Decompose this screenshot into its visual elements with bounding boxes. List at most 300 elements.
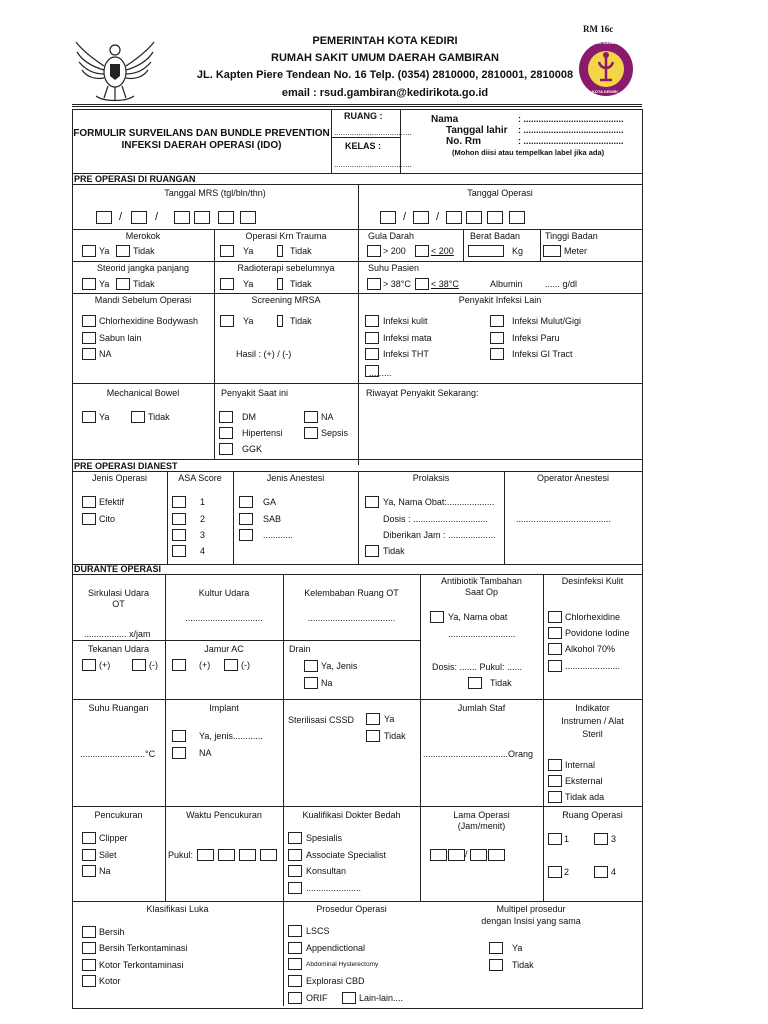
lama-label-1: Lama Operasi — [453, 810, 510, 820]
merokok-label: Merokok — [125, 231, 161, 241]
mrs-year-box-4[interactable] — [240, 211, 256, 224]
date-slash: / — [119, 211, 123, 223]
rule — [540, 229, 541, 261]
mrs-month-box[interactable] — [131, 211, 147, 224]
header-rule-2 — [72, 106, 642, 107]
merokok-tidak-checkbox[interactable] — [116, 245, 130, 257]
ruang-label: RUANG : — [344, 111, 383, 121]
clipper-checkbox[interactable] — [82, 832, 96, 844]
jamur-minus-checkbox[interactable] — [224, 659, 238, 671]
header-line3: JL. Kapten Piere Tendean No. 16 Telp. (0354) 2810000, 2810001, 2810008 — [196, 69, 574, 81]
unit-label: Kg — [512, 246, 524, 256]
pukul-box-3[interactable] — [239, 849, 256, 861]
infeksi-gi-checkbox[interactable] — [490, 348, 504, 360]
albumin-value[interactable]: ...... g/dl — [545, 279, 578, 289]
ruang-3-checkbox[interactable] — [594, 833, 608, 845]
kotor-terkontaminasi-checkbox[interactable] — [82, 959, 96, 971]
pukul-box-4[interactable] — [260, 849, 277, 861]
rule — [72, 806, 642, 807]
option-label: Sepsis — [321, 428, 349, 438]
mandi-na-checkbox[interactable] — [82, 348, 96, 360]
mechanical-ya-checkbox[interactable] — [82, 411, 96, 423]
date-slash: / — [465, 849, 468, 859]
option-label: Tidak — [290, 246, 312, 256]
op-day-box[interactable] — [380, 211, 396, 224]
option-label: NA — [199, 748, 212, 758]
mandi-label: Mandi Sebelum Operasi — [94, 295, 192, 305]
prolaksis-label: Prolaksis — [412, 473, 450, 483]
pukul-box-1[interactable] — [197, 849, 214, 861]
form-title-1: FORMULIR SURVEILANS DAN BUNDLE PREVENTION — [73, 128, 330, 139]
option-label: ...................... — [306, 883, 362, 893]
option-label: ............ — [263, 530, 294, 540]
nama-label: Nama — [431, 114, 459, 125]
kotor-checkbox[interactable] — [82, 975, 96, 987]
rule — [72, 574, 642, 575]
infeksi-mata-checkbox[interactable] — [365, 332, 379, 344]
option-label: Tidak — [133, 279, 155, 289]
tgl-lahir-label: Tanggal lahir — [446, 125, 508, 136]
internal-checkbox[interactable] — [548, 759, 562, 771]
ga-checkbox[interactable] — [239, 496, 253, 508]
kelas-value[interactable]: ................................... — [334, 160, 412, 169]
option-label: Tidak — [383, 546, 405, 556]
rule — [72, 293, 642, 294]
ruang-1-checkbox[interactable] — [548, 833, 562, 845]
cito-checkbox[interactable] — [82, 513, 96, 525]
sepsis-checkbox[interactable] — [304, 427, 318, 439]
infeksi-mulut-checkbox[interactable] — [490, 315, 504, 327]
asa-4-checkbox[interactable] — [172, 545, 186, 557]
option-label: 3 — [611, 834, 617, 844]
sterilisasi-tidak-checkbox[interactable] — [366, 730, 380, 742]
tidak-ada-checkbox[interactable] — [548, 791, 562, 803]
no-rm-label: No. Rm — [446, 136, 481, 147]
kelas-label: KELAS : — [345, 141, 381, 151]
ruang-2-checkbox[interactable] — [548, 866, 562, 878]
ruang-4-checkbox[interactable] — [594, 866, 608, 878]
option-label: Ya, Nama Obat:................... — [383, 497, 495, 507]
rm-code: RM 16c — [583, 24, 614, 34]
suhu-gt38-checkbox[interactable] — [367, 278, 381, 290]
mrs-year-box-2[interactable] — [194, 211, 210, 224]
sabun-lain-checkbox[interactable] — [82, 332, 96, 344]
anestesi-lain-checkbox[interactable] — [239, 529, 253, 541]
ruang-value[interactable]: ................................... — [334, 128, 412, 137]
prolaksis-ya-checkbox[interactable] — [365, 496, 379, 508]
infeksi-paru-checkbox[interactable] — [490, 332, 504, 344]
sirkulasi-field[interactable]: ................. x/jam — [84, 629, 151, 639]
penyakit-na-checkbox[interactable] — [304, 411, 318, 423]
option-label: < 200 — [431, 246, 454, 256]
option-label: Ya — [99, 246, 110, 256]
rule — [72, 229, 642, 230]
section-durante: DURANTE OPERASI — [74, 564, 162, 574]
option-label: Kotor Terkontaminasi — [99, 960, 184, 970]
option-label: Ya — [512, 943, 523, 953]
nama-value[interactable]: : ........................................ — [518, 114, 624, 124]
lain-lain-checkbox[interactable] — [342, 992, 356, 1004]
antibiotik-label-2: Saat Op — [464, 587, 499, 597]
dosis-field[interactable]: Dosis : .............................. — [383, 514, 489, 524]
kelembaban-label: Kelembaban Ruang OT — [304, 588, 399, 598]
implant-na-checkbox[interactable] — [172, 747, 186, 759]
op-year-box-4[interactable] — [509, 211, 525, 224]
implant-ya-checkbox[interactable] — [172, 730, 186, 742]
option-label: > 200 — [383, 246, 406, 256]
sirkulasi-ot-label: OT — [112, 599, 125, 609]
tekanan-plus-checkbox[interactable] — [82, 659, 96, 671]
chlorhexidine-checkbox[interactable] — [548, 611, 562, 623]
option-label: > 38°C — [383, 279, 411, 289]
option-label: Tidak — [490, 678, 512, 688]
op-month-box[interactable] — [413, 211, 429, 224]
merokok-ya-checkbox[interactable] — [82, 245, 96, 257]
option-label: ORIF — [306, 993, 328, 1003]
option-label: (+) — [99, 660, 111, 670]
option-label: Abdominal Hysterectomy — [306, 961, 379, 968]
tinggi-badan-label: Tinggi Badan — [545, 231, 598, 241]
option-label: Tidak — [290, 279, 312, 289]
option-label: Ya, Jenis — [321, 661, 358, 671]
dm-checkbox[interactable] — [219, 411, 233, 423]
label-note: (Mohon diisi atau tempelkan label jika ada) — [452, 148, 605, 157]
option-label: 2 — [200, 514, 206, 524]
option-label: NA — [99, 349, 112, 359]
option-label: Efektif — [99, 497, 125, 507]
mrs-year-box-1[interactable] — [174, 211, 190, 224]
option-label: 1 — [200, 497, 206, 507]
sterilisasi-label: Sterilisasi CSSD — [288, 715, 355, 725]
radio-ya-checkbox[interactable] — [220, 278, 234, 290]
berat-badan-input[interactable] — [468, 245, 504, 257]
tekanan-label: Tekanan Udara — [87, 644, 150, 654]
indikator-label-1: Indikator — [575, 703, 610, 713]
implant-label: Implant — [209, 703, 239, 713]
option-label: SAB — [263, 514, 282, 524]
rule — [358, 184, 359, 465]
mrsa-tidak-checkbox[interactable] — [277, 315, 283, 327]
rule — [233, 471, 234, 564]
rule — [504, 471, 505, 564]
asa-label: ASA Score — [178, 473, 222, 483]
steroid-tidak-checkbox[interactable] — [116, 278, 130, 290]
option-label: GA — [263, 497, 277, 507]
tanggal-operasi-label: Tanggal Operasi — [467, 188, 533, 198]
option-label: Infeksi THT — [383, 349, 429, 359]
option-label: Silet — [99, 850, 117, 860]
radioterapi-label: Radioterapi sebelumnya — [237, 263, 335, 273]
mrs-year-box-3[interactable] — [218, 211, 234, 224]
sirkulasi-label: Sirkulasi Udara — [87, 588, 150, 598]
option-label: Tidak ada — [565, 792, 605, 802]
rule — [463, 229, 464, 261]
option-label: Chlorhexidine Bodywash — [99, 316, 199, 326]
rule — [72, 640, 420, 641]
penyakit-saat-label: Penyakit Saat ini — [221, 388, 289, 398]
prolaksis-tidak-checkbox[interactable] — [365, 545, 379, 557]
spesialis-checkbox[interactable] — [288, 832, 302, 844]
antibiotik-tidak-checkbox[interactable] — [468, 677, 482, 689]
header-line2: RUMAH SAKIT UMUM DAERAH GAMBIRAN — [271, 52, 499, 64]
prosedur-label: Prosedur Operasi — [316, 904, 387, 914]
penyakit-infeksi-label: Penyakit Infeksi Lain — [458, 295, 542, 305]
unit-label: Meter — [564, 246, 588, 256]
associate-checkbox[interactable] — [288, 849, 302, 861]
pencukuran-na-checkbox[interactable] — [82, 865, 96, 877]
efektif-checkbox[interactable] — [82, 496, 96, 508]
option-label: ...................... — [565, 661, 621, 671]
option-label: Tidak — [133, 246, 155, 256]
option-label: Infeksi GI Tract — [512, 349, 573, 359]
konsultan-checkbox[interactable] — [288, 865, 302, 877]
jenis-anestesi-label: Jenis Anestesi — [266, 473, 325, 483]
multipel-tidak-checkbox[interactable] — [489, 959, 503, 971]
eksternal-checkbox[interactable] — [548, 775, 562, 787]
steroid-label: Steorid jangka panjang — [96, 263, 190, 273]
desinfeksi-lain-checkbox[interactable] — [548, 660, 562, 672]
option-label: Bersih — [99, 927, 125, 937]
ggk-checkbox[interactable] — [219, 443, 233, 455]
operator-label: Operator Anestesi — [536, 473, 610, 483]
jenis-operasi-label: Jenis Operasi — [91, 473, 148, 483]
steroid-ya-checkbox[interactable] — [82, 278, 96, 290]
seal-text-top: RSUD GAMBIRAN — [590, 40, 625, 45]
option-label: DM — [242, 412, 256, 422]
sterilisasi-ya-checkbox[interactable] — [366, 713, 380, 725]
option-label: Na — [321, 678, 333, 688]
antibiotik-dosis-field[interactable]: Dosis: ....... Pukul: ...... — [432, 662, 523, 672]
rule — [72, 699, 642, 700]
option-label: Ya, jenis............ — [199, 731, 263, 741]
mechanical-tidak-checkbox[interactable] — [131, 411, 145, 423]
rule — [72, 1008, 642, 1009]
jamur-plus-checkbox[interactable] — [172, 659, 186, 671]
berat-badan-label: Berat Badan — [470, 231, 521, 241]
asa-2-checkbox[interactable] — [172, 513, 186, 525]
option-label: (-) — [241, 660, 250, 670]
option-label: Sabun lain — [99, 333, 142, 343]
pencukuran-label: Pencukuran — [94, 810, 143, 820]
header-line4: email : rsud.gambiran@kedirikota.go.id — [281, 87, 489, 99]
kultur-label: Kultur Udara — [198, 588, 250, 598]
asa-1-checkbox[interactable] — [172, 496, 186, 508]
tinggi-badan-input[interactable] — [543, 245, 561, 257]
klasifikasi-label: Klasifikasi Luka — [146, 904, 209, 914]
hipertensi-checkbox[interactable] — [219, 427, 233, 439]
rule — [72, 184, 642, 185]
op-year-box-2[interactable] — [466, 211, 482, 224]
option-label: Infeksi Paru — [512, 333, 560, 343]
rule — [283, 574, 284, 1006]
option-label: 4 — [200, 546, 206, 556]
infeksi-kulit-checkbox[interactable] — [365, 315, 379, 327]
option-label: Chlorhexidine — [565, 612, 621, 622]
rule — [331, 109, 332, 173]
option-label: Tidak — [384, 731, 406, 741]
operator-field[interactable]: ...................................... — [516, 514, 612, 524]
rule — [72, 901, 642, 902]
pukul-label: Pukul: — [168, 850, 194, 860]
option-label: Lain-lain.... — [359, 993, 404, 1003]
option-label: Tidak — [290, 316, 312, 326]
option-label: Ya — [384, 714, 395, 724]
date-slash: / — [155, 211, 159, 223]
header-line1: PEMERINTAH KOTA KEDIRI — [312, 35, 458, 47]
option-label: Tidak — [148, 412, 170, 422]
date-slash: / — [436, 211, 440, 223]
option-label: Infeksi Mulut/Gigi — [512, 316, 582, 326]
option-label: Ya — [243, 279, 254, 289]
riwayat-label: Riwayat Penyakit Sekarang: — [366, 388, 479, 398]
orif-checkbox[interactable] — [288, 992, 302, 1004]
option-label: Hipertensi — [242, 428, 283, 438]
kualifikasi-label: Kualifikasi Dokter Bedah — [302, 810, 401, 820]
gula-le200-checkbox[interactable] — [415, 245, 429, 257]
rule — [72, 383, 642, 384]
drain-ya-checkbox[interactable] — [304, 660, 318, 672]
header-rule — [72, 104, 642, 105]
section-pre-dianest: PRE OPERASI DIANEST — [74, 461, 178, 471]
option-label: Na — [99, 866, 111, 876]
bersih-terkontaminasi-checkbox[interactable] — [82, 942, 96, 954]
option-label: 2 — [564, 867, 570, 877]
albumin-label: Albumin — [490, 279, 523, 289]
lama-box-4[interactable] — [488, 849, 505, 861]
option-label: Explorasi CBD — [306, 976, 365, 986]
rule — [642, 109, 643, 1009]
suhu-pasien-label: Suhu Pasien — [368, 263, 420, 273]
antibiotik-ya-checkbox[interactable] — [430, 611, 444, 623]
option-label: < 38°C — [431, 279, 459, 289]
antibiotik-obat-field[interactable]: ........................... — [448, 629, 516, 639]
multipel-label-2: dengan Insisi yang sama — [481, 916, 581, 926]
chlorhexidine-bodywash-checkbox[interactable] — [82, 315, 96, 327]
option-label: Ya — [243, 246, 254, 256]
drain-label: Drain — [289, 644, 311, 654]
date-slash: / — [403, 211, 407, 223]
option-label: GGK — [242, 444, 263, 454]
silet-checkbox[interactable] — [82, 849, 96, 861]
gula-darah-label: Gula Darah — [368, 231, 415, 241]
option-label: Ya — [243, 316, 254, 326]
rule — [358, 471, 359, 564]
operasi-trauma-label: Operasi Krn Trauma — [245, 231, 327, 241]
suhu-le38-checkbox[interactable] — [415, 278, 429, 290]
pukul-box-2[interactable] — [218, 849, 235, 861]
asa-3-checkbox[interactable] — [172, 529, 186, 541]
infeksi-tht-checkbox[interactable] — [365, 348, 379, 360]
jumlah-staf-label: Jumlah Staf — [457, 703, 506, 713]
waktu-label: Waktu Pencukuran — [186, 810, 262, 820]
option-label: Konsultan — [306, 866, 347, 876]
rule — [420, 574, 421, 901]
suhu-ruangan-field[interactable]: ..........................°C — [80, 749, 156, 759]
kultur-field[interactable]: ............................... — [185, 613, 263, 623]
hasil-label: Hasil : (+) / (-) — [236, 349, 292, 359]
povidone-checkbox[interactable] — [548, 627, 562, 639]
option-label: (+) — [199, 660, 211, 670]
option-label: Associate Specialist — [306, 850, 387, 860]
desinfeksi-label: Desinfeksi Kulit — [561, 576, 624, 586]
rule — [72, 471, 642, 472]
option-label: LSCS — [306, 926, 330, 936]
tgl-lahir-value[interactable]: : ........................................ — [518, 125, 624, 135]
rule — [72, 109, 642, 110]
option-label: Eksternal — [565, 776, 603, 786]
option-label: Internal — [565, 760, 596, 770]
rule — [214, 383, 215, 459]
lama-box-3[interactable] — [470, 849, 487, 861]
tanggal-mrs-label: Tanggal MRS (tgl/bln/thn) — [164, 188, 266, 198]
form-title-2: INFEKSI DAERAH OPERASI (IDO) — [121, 140, 282, 151]
indikator-label-3: Steril — [582, 729, 603, 739]
option-label: Ya — [99, 412, 110, 422]
no-rm-value[interactable]: : ........................................ — [518, 136, 624, 146]
kelembaban-field[interactable]: ................................... — [307, 613, 396, 623]
mechanical-label: Mechanical Bowel — [106, 388, 180, 398]
explorasi-checkbox[interactable] — [288, 975, 302, 987]
option-label: Infeksi mata — [383, 333, 432, 343]
abdominal-checkbox[interactable] — [288, 958, 302, 970]
option-label: ......... — [369, 368, 392, 378]
option-label: Alkohol 70% — [565, 644, 616, 654]
ruang-operasi-label: Ruang Operasi — [562, 810, 623, 820]
multipel-label-1: Multipel prosedur — [496, 904, 566, 914]
bersih-checkbox[interactable] — [82, 926, 96, 938]
rule — [214, 293, 215, 383]
rule — [167, 471, 168, 564]
option-label: (-) — [149, 660, 158, 670]
option-label: Infeksi kulit — [383, 316, 428, 326]
option-label: Bersih Terkontaminasi — [99, 943, 188, 953]
trauma-tidak-checkbox[interactable] — [277, 245, 283, 257]
antibiotik-label-1: Antibiotik Tambahan — [441, 576, 522, 586]
mrs-day-box[interactable] — [96, 211, 112, 224]
diberikan-jam-field[interactable]: Diberikan Jam : ................... — [383, 530, 496, 540]
op-year-box-3[interactable] — [487, 211, 503, 224]
multipel-ya-checkbox[interactable] — [489, 942, 503, 954]
option-label: Cito — [99, 514, 116, 524]
lama-box-1[interactable] — [430, 849, 447, 861]
option-label: 1 — [564, 834, 570, 844]
option-label: NA — [321, 412, 334, 422]
seal-text-bottom: KOTA KEDIRI — [592, 89, 618, 94]
rule — [72, 459, 642, 460]
mrsa-ya-checkbox[interactable] — [220, 315, 234, 327]
option-label: 4 — [611, 867, 617, 877]
lscs-checkbox[interactable] — [288, 925, 302, 937]
radio-tidak-checkbox[interactable] — [277, 278, 283, 290]
alkohol-checkbox[interactable] — [548, 643, 562, 655]
rule — [72, 109, 73, 1009]
gula-gt200-checkbox[interactable] — [367, 245, 381, 257]
suhu-ruangan-label: Suhu Ruangan — [88, 703, 149, 713]
option-label: Povidone Iodine — [565, 628, 630, 638]
sab-checkbox[interactable] — [239, 513, 253, 525]
drain-na-checkbox[interactable] — [304, 677, 318, 689]
section-pre-ruangan: PRE OPERASI DI RUANGAN — [74, 174, 196, 184]
lama-box-2[interactable] — [448, 849, 465, 861]
appendictional-checkbox[interactable] — [288, 942, 302, 954]
kualifikasi-lain-checkbox[interactable] — [288, 882, 302, 894]
tekanan-minus-checkbox[interactable] — [132, 659, 146, 671]
option-label: Ya — [99, 279, 110, 289]
op-year-box-1[interactable] — [446, 211, 462, 224]
jumlah-staf-field[interactable]: ..................................Orang — [423, 749, 534, 759]
option-label: Spesialis — [306, 833, 343, 843]
trauma-ya-checkbox[interactable] — [220, 245, 234, 257]
